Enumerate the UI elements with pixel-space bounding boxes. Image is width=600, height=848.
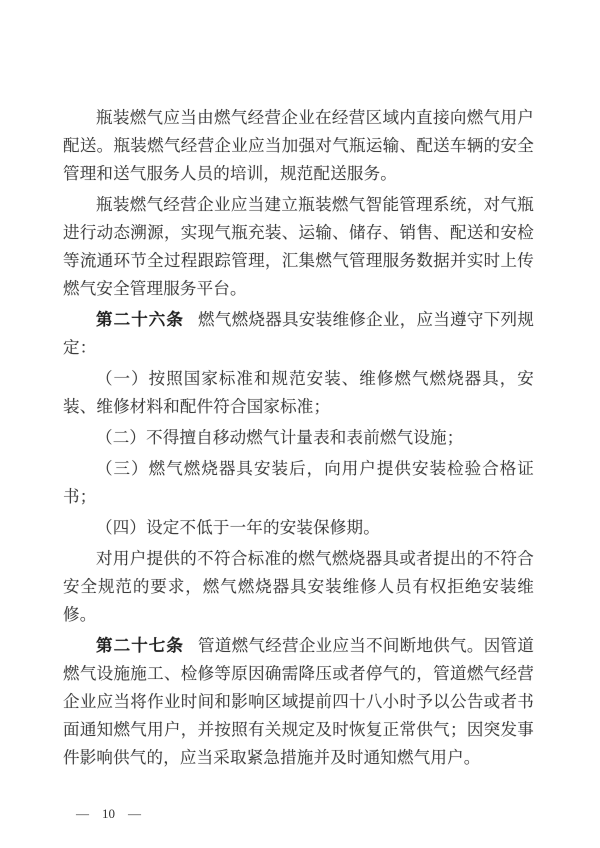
- footer-dash-right: —: [128, 806, 141, 821]
- article-26-number: 第二十六条: [96, 311, 185, 329]
- paragraph-text: 管道燃气经营企业应当不间断地供气。因管道燃气设施施工、检修等原因确需降压或者停气的，管道燃气经营企业应当将作业时间和影响区域提前四十八小时予以公告或者书面通知燃气用户，并按照有关规定及时恢复正常供气；因突发事件影响供气的，应当采取紧急措施并及时通知燃气用户。: [63, 636, 535, 767]
- paragraph-bottled-gas-tracking: [63, 191, 534, 303]
- paragraph-text: （一）按照国家标准和规范安装、维修燃气燃烧器具，安装、维修材料和配件符合国家标准；: [63, 369, 534, 416]
- page-footer: [76, 806, 141, 822]
- paragraph-article-27: [63, 632, 534, 772]
- paragraph-article-26-item-2: [63, 424, 534, 452]
- paragraph-refusal-right: [63, 545, 534, 629]
- page-number: 10: [102, 806, 115, 821]
- document-body: [63, 104, 534, 775]
- paragraph-text: 瓶装燃气应当由燃气经营企业在经营区域内直接向燃气用户配送。瓶装燃气经营企业应当加强对气瓶运输、配送车辆的安全管理和送气服务人员的培训，规范配送服务。: [63, 108, 534, 183]
- article-27-number: 第二十七条: [96, 637, 185, 655]
- paragraph-article-26-item-1: [63, 365, 534, 421]
- paragraph-text: 瓶装燃气经营企业应当建立瓶装燃气智能管理系统，对气瓶进行动态溯源，实现气瓶充装、运输、储存、销售、配送和安检等流通环节全过程跟踪管理，汇集燃气管理服务数据并实时上传燃气安全管理服务平台。: [63, 195, 534, 298]
- paragraph-text: （三）燃气燃烧器具安装后，向用户提供安装检验合格证书；: [63, 459, 534, 506]
- paragraph-article-26: [63, 306, 534, 362]
- paragraph-text: （四）设定不低于一年的安装保修期。: [96, 518, 380, 537]
- paragraph-article-26-item-3: [63, 455, 534, 511]
- paragraph-article-26-item-4: [63, 514, 534, 542]
- paragraph-text: （二）不得擅自移动燃气计量表和表前燃气设施；: [96, 428, 464, 447]
- paragraph-bottled-gas-delivery: [63, 104, 534, 188]
- paragraph-text: 燃气燃烧器具安装维修企业，应当遵守下列规定：: [63, 310, 535, 357]
- paragraph-text: 对用户提供的不符合标准的燃气燃烧器具或者提出的不符合安全规范的要求，燃气燃烧器具安装维修人员有权拒绝安装维修。: [63, 549, 534, 624]
- footer-dash-left: —: [76, 806, 89, 821]
